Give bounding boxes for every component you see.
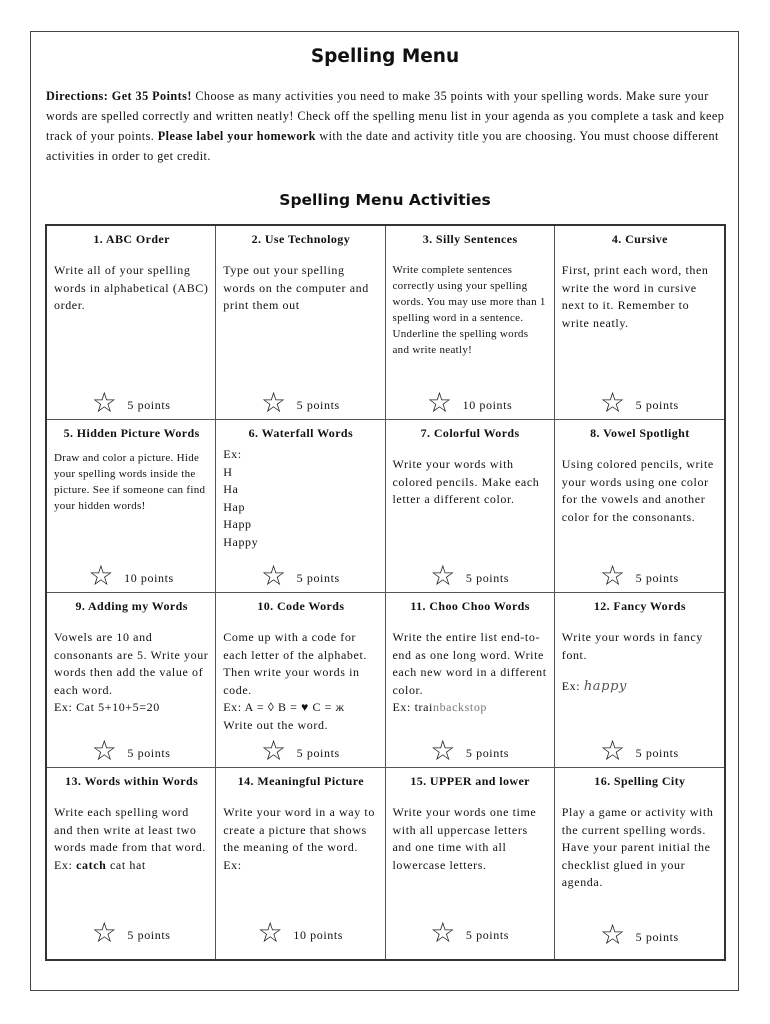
activity-title: 1. ABC Order [93, 232, 170, 246]
activity-text: Write your words in fancy font. [561, 630, 703, 662]
activity-text: Come up with a code for each letter of the alphabet. Then write your words in code. [223, 630, 367, 697]
page-title: Spelling Menu [310, 46, 460, 67]
waterfall-line: H [223, 464, 233, 479]
activity-title: 6. Waterfall Words [248, 426, 354, 440]
activity-points [555, 559, 724, 592]
activity-points [216, 559, 384, 592]
example-prefix: Ex: [561, 679, 584, 693]
activity-points [555, 386, 724, 419]
activity-points [555, 734, 724, 767]
activity-cell-spelling-city [555, 768, 724, 959]
activity-points [386, 734, 554, 767]
directions-bold-instruction: Please label your homework [157, 129, 316, 143]
activity-title: 14. Meaningful Picture [237, 774, 364, 788]
activity-description [223, 446, 378, 551]
activity-cell-code-words [216, 593, 385, 768]
activity-title: 16. Spelling City [594, 774, 686, 788]
activity-description [223, 629, 378, 734]
activity-text: Write each spelling word and then write at least two words made from that word. [54, 805, 206, 854]
waterfall-line: Ha [223, 482, 239, 496]
waterfall-line: Hap [223, 499, 246, 514]
directions-paragraph [46, 86, 728, 166]
star-icon: ☆ [599, 559, 626, 592]
activity-points [555, 918, 724, 951]
points-label: 5 points [127, 928, 171, 942]
star-icon: ☆ [260, 734, 287, 767]
activity-points [386, 386, 554, 419]
activity-text: Write your word in a way to create a picture that shows the meaning of the word. [223, 805, 375, 854]
activity-cell-vowel-spotlight [555, 420, 724, 593]
activity-description: Using colored pencils, write your words using one color for the vowels and another color for the consonants. [561, 457, 714, 524]
activity-title: 15. UPPER and lower [410, 774, 530, 788]
activity-cell-adding-my-words [47, 593, 216, 768]
waterfall-line: Happy [223, 534, 259, 549]
activity-title: 9. Adding my Words [75, 599, 188, 613]
activity-example [562, 678, 718, 696]
activity-description: Write all of your spelling words in alphabetical (ABC) order. [54, 263, 209, 312]
example-word: catch [76, 857, 107, 872]
activity-cell-meaningful-picture [216, 768, 385, 959]
points-label: 5 points [127, 398, 171, 412]
points-label: 5 points [296, 398, 340, 412]
points-label: 5 points [465, 571, 510, 585]
points-label: 5 points [127, 746, 171, 760]
activity-description: Draw and color a picture. Hide your spelling words inside the picture. See if someone can find your hidden words! [54, 452, 206, 512]
activity-points [386, 559, 554, 592]
example-prefix: Ex: [54, 857, 77, 872]
activity-points [386, 916, 554, 949]
activity-description: Write complete sentences correctly using your spelling words. You may use more than 1 spelling word in a sentence. Underline the spelling words and write neatly! [392, 264, 546, 356]
activity-example [393, 699, 548, 717]
activity-cell-cursive [555, 226, 724, 420]
activity-cell-silly-sentences [386, 226, 555, 420]
activity-title: 10. Code Words [257, 599, 345, 613]
star-icon: ☆ [91, 916, 118, 949]
activity-description [223, 804, 378, 874]
activity-points [47, 559, 215, 592]
star-icon: ☆ [260, 386, 287, 419]
activity-grid [45, 224, 726, 961]
points-label: 10 points [124, 571, 174, 585]
star-icon: ☆ [91, 734, 118, 767]
activity-title: 5. Hidden Picture Words [63, 426, 200, 440]
activity-cell-waterfall-words [216, 420, 385, 593]
star-icon: ☆ [426, 386, 453, 419]
activity-text: Write the entire list end-to-end as one long word. Write each new word in a different color. [392, 630, 547, 697]
star-icon: ☆ [599, 386, 626, 419]
star-icon: ☆ [430, 734, 456, 767]
activity-cell-hidden-picture-words [47, 420, 216, 593]
activity-cell-fancy-words [555, 593, 724, 768]
activity-cell-use-technology [216, 226, 385, 420]
activity-description [54, 629, 209, 717]
activity-description: Type out your spelling words on the computer and print them out [223, 263, 369, 312]
star-icon: ☆ [260, 559, 287, 592]
activity-example: Ex: Cat 5+10+5=20 [54, 700, 160, 714]
activity-points [47, 916, 215, 949]
points-label: 10 points [293, 928, 344, 942]
star-icon: ☆ [91, 386, 118, 419]
directions-text-2: with the date and activity title you are choosing. You must choose different activities in order to get credit. [46, 129, 719, 163]
points-label: 5 points [635, 398, 679, 412]
activity-title: 8. Vowel Spotlight [590, 426, 690, 440]
activity-title: 4. Cursive [611, 232, 668, 246]
star-icon: ☆ [599, 918, 626, 951]
points-label: 5 points [635, 571, 679, 585]
activity-cell-words-within-words [47, 768, 216, 959]
activity-cell-choo-choo-words [386, 593, 555, 768]
activity-points [216, 734, 384, 767]
activity-description: Write your words with colored pencils. Make each letter a different color. [392, 457, 540, 506]
star-icon: ☆ [88, 559, 115, 592]
example-rest: cat hat [106, 857, 146, 872]
activity-title: 12. Fancy Words [593, 599, 686, 613]
activity-description: Write your words one time with all uppercase letters and one time with all lowercase letters. [392, 805, 537, 872]
waterfall-line: Ex: [223, 447, 242, 461]
example-fancy-word: happy [583, 679, 627, 694]
activity-points [47, 734, 215, 767]
activity-cell-abc-order [47, 226, 216, 420]
activity-text: Vowels are 10 and consonants are 5. Write your words then add the value of each word. [54, 630, 209, 697]
directions-text-1: Choose as many activities you need to make 35 points with your spelling words. Make sure your words are spelled correctly and written neatly! Check off the spelling menu list in your agenda as you complete a task and keep track of your points. [46, 89, 725, 143]
activity-points [47, 386, 215, 419]
activity-cell-upper-and-lower [386, 768, 555, 959]
activity-points [216, 386, 384, 419]
example-prefix: Ex: trai [392, 700, 433, 714]
waterfall-line: Happ [223, 517, 252, 531]
directions-label: Directions: Get 35 Points! [46, 89, 192, 103]
activity-cell-colorful-words [386, 420, 555, 593]
star-icon: ☆ [430, 916, 456, 949]
star-icon: ☆ [599, 734, 626, 767]
activity-example: Ex: [223, 857, 242, 872]
activity-description [562, 629, 718, 696]
activity-title: 3. Silly Sentences [422, 232, 518, 246]
activity-title: 13. Words within Words [65, 774, 199, 788]
activities-heading: Spelling Menu Activities [279, 191, 491, 209]
activity-title: 7. Colorful Words [420, 426, 520, 440]
points-label: 5 points [465, 928, 510, 942]
star-icon: ☆ [257, 916, 284, 949]
points-label: 5 points [635, 930, 679, 944]
activity-description: First, print each word, then write the word in cursive next to it. Remember to write neatly. [561, 263, 709, 330]
points-label: 5 points [635, 746, 679, 760]
activity-example-note: Write out the word. [223, 717, 329, 732]
activity-points [216, 916, 384, 949]
activity-description [393, 629, 548, 717]
star-icon: ☆ [430, 559, 456, 592]
example-colored-part: nbackstop [432, 700, 488, 714]
activity-example: Ex: A = ◊ B = ♥ C = ж [223, 700, 345, 714]
points-label: 5 points [465, 746, 510, 760]
points-label: 5 points [296, 571, 340, 585]
activity-title: 11. Choo Choo Words [410, 599, 530, 613]
activity-description [54, 804, 209, 874]
points-label: 10 points [462, 398, 513, 412]
activity-description: Play a game or activity with the current spelling words. Have your parent initial the checklist glued in your agenda. [561, 805, 714, 889]
activity-example [54, 857, 209, 875]
points-label: 5 points [296, 746, 340, 760]
activity-title: 2. Use Technology [251, 232, 351, 246]
